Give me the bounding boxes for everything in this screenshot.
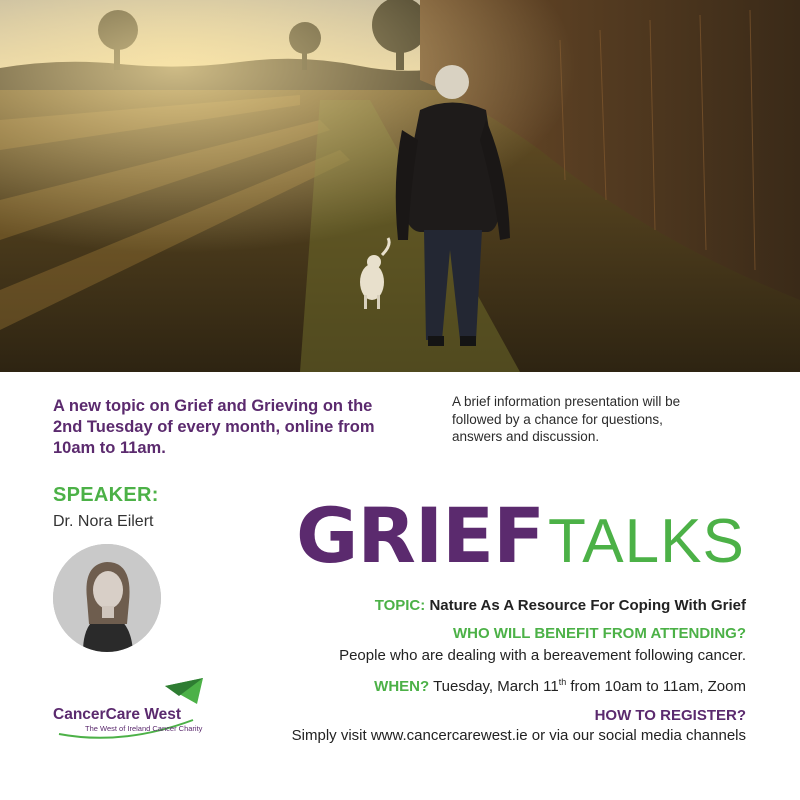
title-grief: GRIEF	[296, 491, 545, 580]
when-row	[374, 677, 746, 695]
logo-tagline: The West of Ireland Cancer Charity	[85, 724, 203, 733]
topic-value: Nature As A Resource For Coping With Grief	[429, 597, 746, 614]
topic-label: TOPIC:	[374, 597, 426, 614]
grief-talks-title	[296, 491, 745, 580]
cancer-care-west-logo[interactable]	[53, 676, 233, 746]
field-walk-image	[0, 0, 800, 372]
speaker-heading: SPEAKER:	[53, 484, 159, 506]
when-label: WHEN?	[374, 678, 430, 695]
benefit-value	[339, 647, 746, 664]
intro-text: A new topic on Grief and Grieving on the 2nd Tuesday of every month, online from 10am to 11am.	[53, 397, 375, 457]
register-label	[595, 707, 746, 724]
logo-word-cancer: Cancer	[53, 706, 106, 723]
when-date-suffix: th	[558, 677, 567, 687]
speaker-portrait	[53, 544, 161, 652]
register-value[interactable]	[292, 727, 746, 744]
hero-photo	[0, 0, 800, 372]
title-talks: TALKS	[548, 507, 745, 576]
benefit-label	[453, 625, 746, 642]
register-link-text[interactable]: Simply visit www.cancercarewest.ie or via our social media channels	[291, 727, 746, 744]
when-time: from 10am to 11am, Zoom	[566, 678, 746, 695]
benefit-label-text: WHO WILL BENEFIT FROM ATTENDING?	[452, 625, 746, 642]
register-label-text: HOW TO REGISTER?	[594, 707, 746, 724]
when-date: Tuesday, March 11	[433, 678, 559, 695]
topic-row	[375, 597, 746, 614]
logo-word-carewest: Care West	[105, 706, 182, 723]
when-value	[433, 678, 746, 695]
benefit-value-text: People who are dealing with a bereavement following cancer.	[339, 647, 746, 664]
speaker-name: Dr. Nora Eilert	[53, 513, 154, 530]
brief-info-text: A brief information presentation will be followed by a chance for questions, answers and discussion.	[452, 394, 681, 444]
logo-wordmark	[53, 706, 181, 724]
